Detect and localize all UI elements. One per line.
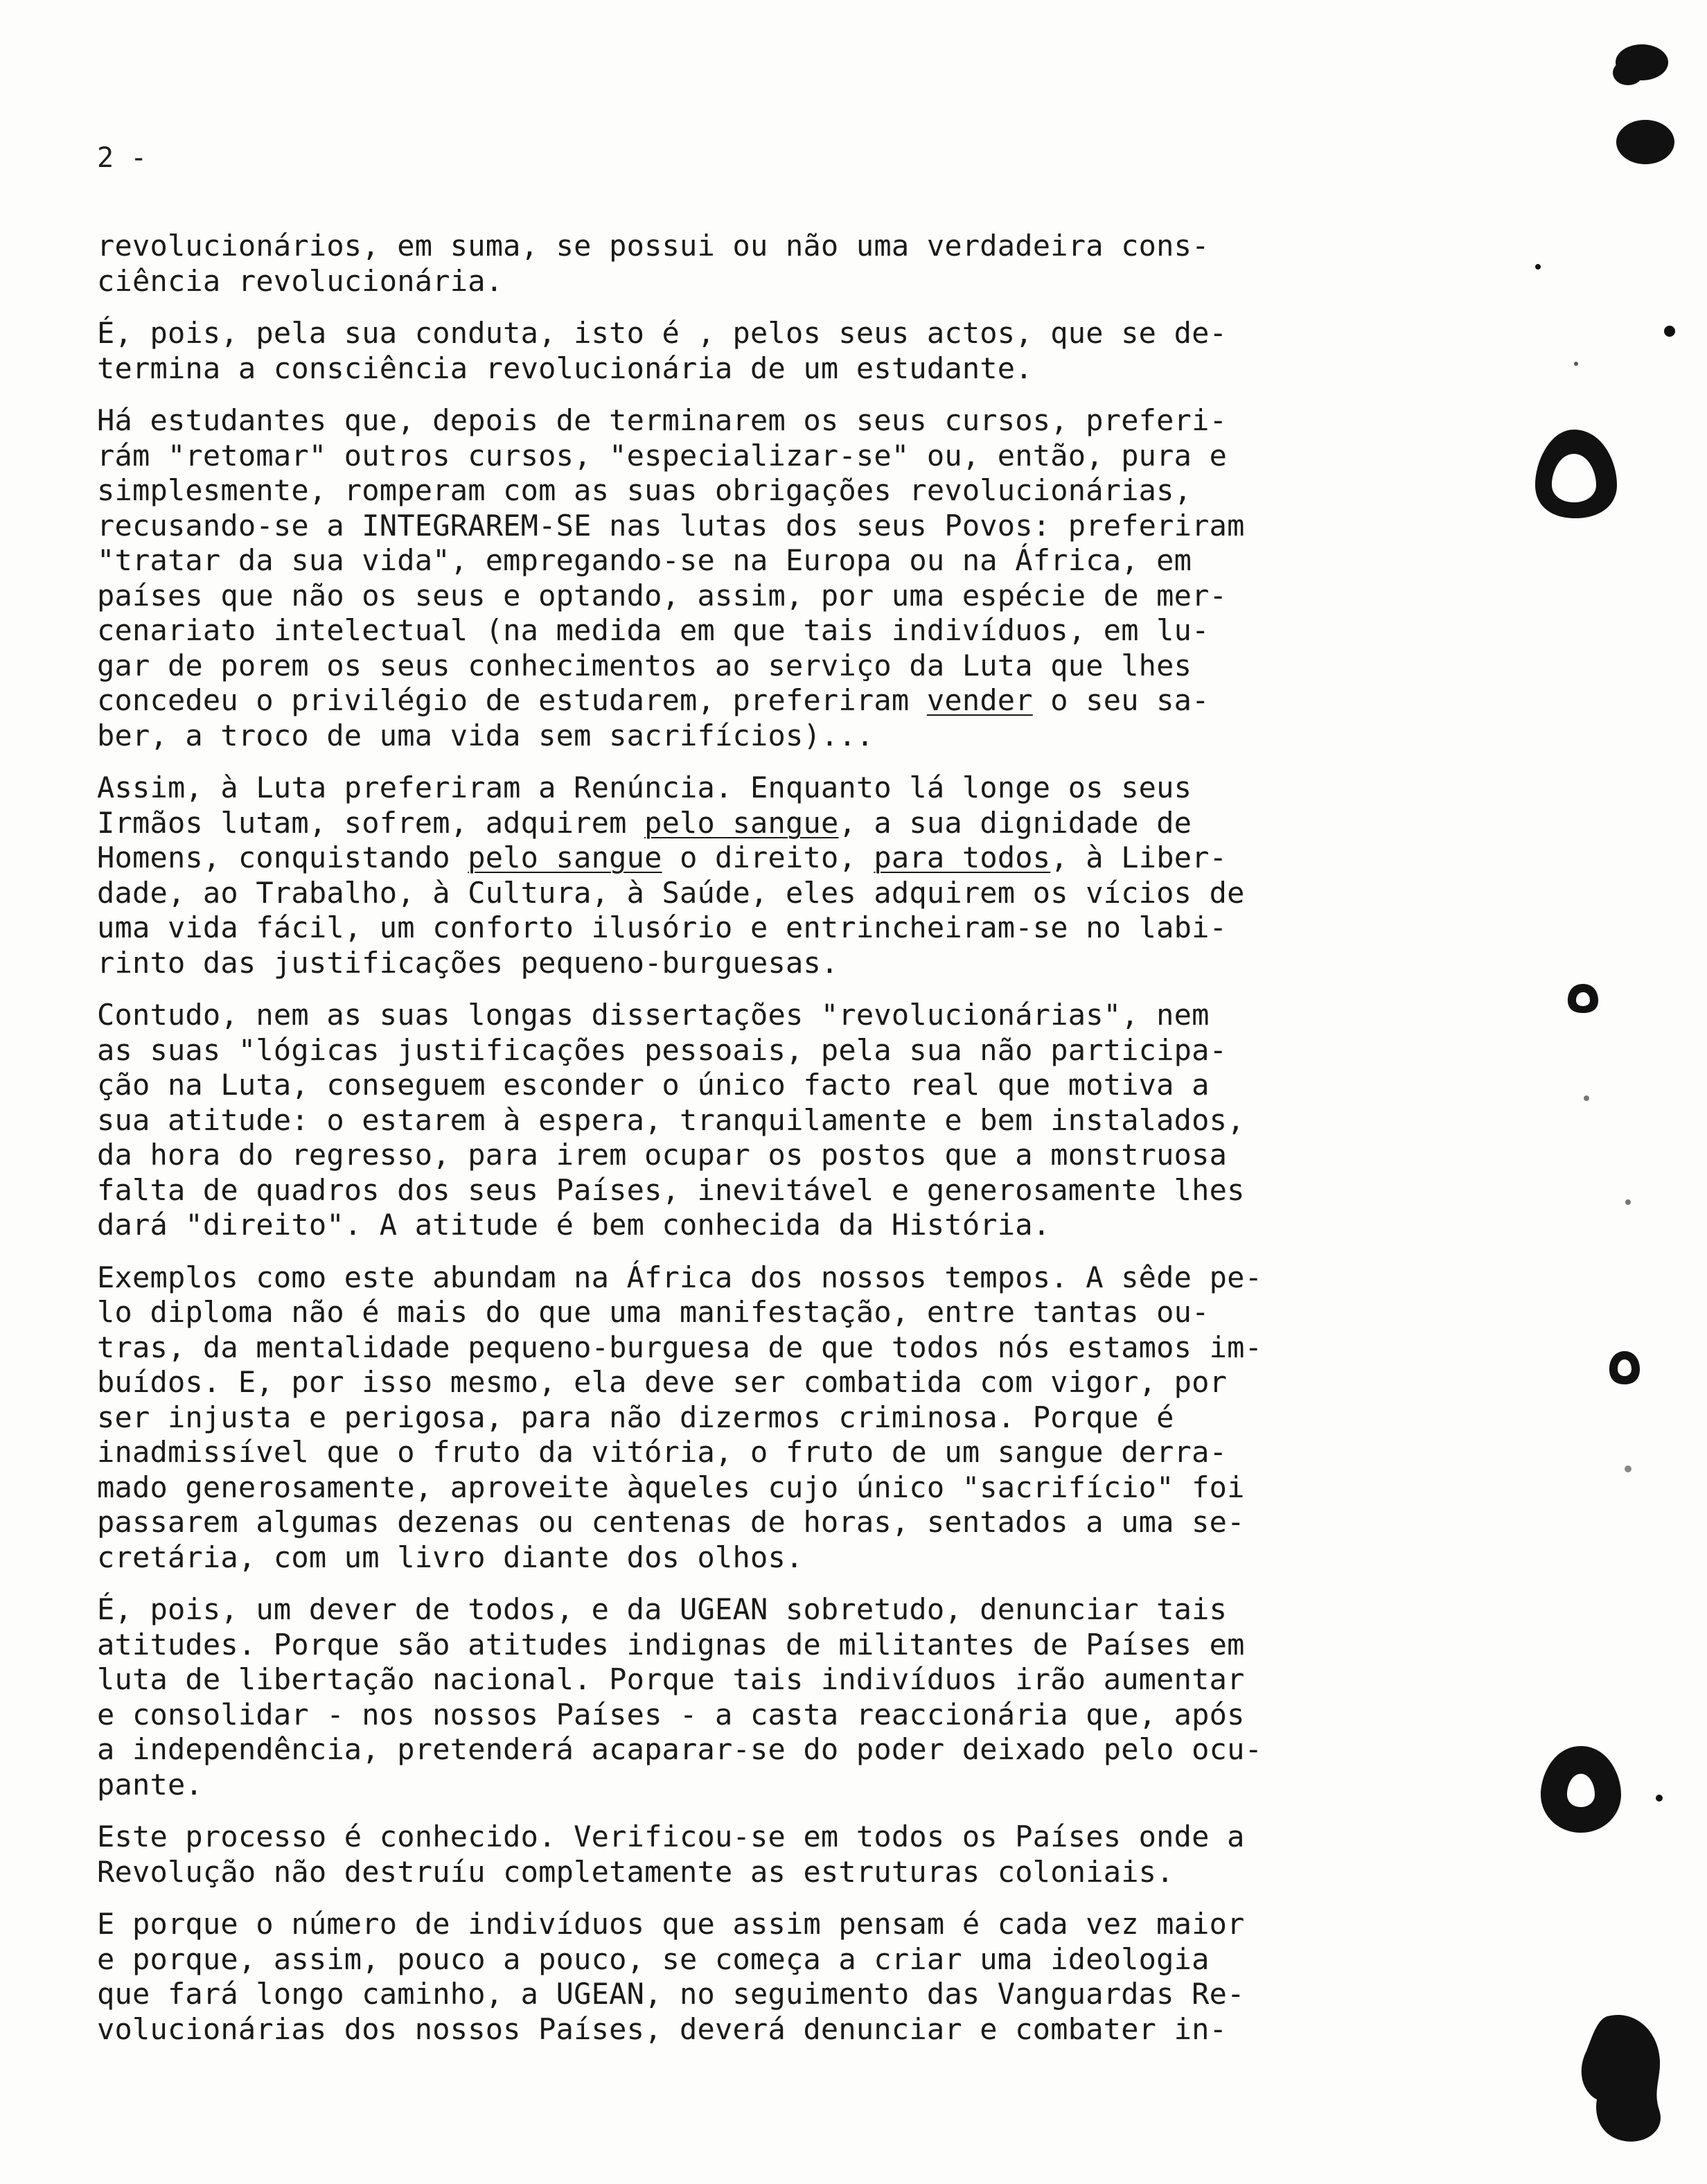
- text-line: [97, 1260, 1510, 1296]
- text-segment: Este processo é conhecido. Verificou-se em todos os Países onde a: [97, 1820, 1245, 1853]
- text-segment: passarem algumas dezenas ou centenas de horas, sentados a uma se-: [97, 1505, 1245, 1539]
- ink-dot-6: [1625, 1465, 1631, 1472]
- ink-dot-2: [1535, 264, 1541, 270]
- text-line: [97, 1977, 1510, 2012]
- text-segment: ção na Luta, conseguem esconder o único facto real que motiva a: [97, 1068, 1210, 1102]
- text-segment: termina a consciência revolucionária de um estudante.: [97, 351, 1033, 385]
- paragraph-4: [97, 770, 1510, 980]
- ink-blot-1b: [1613, 60, 1643, 85]
- text-line: [97, 1400, 1510, 1436]
- paragraph-1: [97, 229, 1510, 299]
- text-line: [97, 1628, 1510, 1663]
- underlined-text: vender: [926, 683, 1033, 717]
- underlined-text: pelo sangue: [644, 805, 839, 840]
- text-segment: cretária, com um livro diante dos olhos.: [97, 1540, 804, 1574]
- text-line: [97, 1820, 1510, 1855]
- text-line: [97, 1103, 1510, 1138]
- text-segment: as suas "lógicas justificações pessoais, pela sua não participa-: [97, 1032, 1228, 1067]
- text-line: [97, 840, 1510, 876]
- text-segment: que fará longo caminho, a UGEAN, no seguimento das Vanguardas Re-: [97, 1977, 1245, 2011]
- text-segment: recusando-se a INTEGRAREM-SE nas lutas dos seus Povos: preferiram: [97, 508, 1245, 543]
- text-line: [97, 1505, 1510, 1540]
- text-line: [97, 806, 1510, 841]
- text-segment: gar de porem os seus conhecimentos ao serviço da Luta que lhes: [97, 648, 1192, 682]
- paragraph-6: [97, 1260, 1510, 1576]
- text-segment: países que não os seus e optando, assim, por uma espécie de mer-: [97, 578, 1228, 613]
- ink-dot-7: [1574, 362, 1578, 366]
- text-segment: e porque, assim, pouco a pouco, se começa a criar uma ideologia: [97, 1941, 1210, 1976]
- text-segment: , à Liber-: [1050, 840, 1228, 874]
- ink-dot-4: [1584, 1095, 1589, 1101]
- paragraph-3: [97, 403, 1510, 753]
- body-text: [97, 229, 1510, 2064]
- text-line: [97, 316, 1510, 351]
- ink-blot-2: [1616, 120, 1674, 164]
- text-line: [97, 910, 1510, 946]
- text-line: [97, 719, 1510, 754]
- text-segment: ciência revolucionária.: [97, 263, 504, 298]
- text-line: [97, 613, 1510, 649]
- text-segment: dará "direito". A atitude é bem conhecida da História.: [97, 1208, 1051, 1242]
- text-segment: volucionárias dos nossos Países, deverá denunciar e combater in-: [97, 2011, 1228, 2046]
- text-segment: tras, da mentalidade pequeno-burguesa de que todos nós estamos im-: [97, 1330, 1263, 1364]
- text-line: [97, 1330, 1510, 1366]
- text-line: [97, 1208, 1510, 1243]
- text-line: [97, 683, 1510, 719]
- text-line: [97, 579, 1510, 614]
- ink-dot-3: [1656, 1795, 1663, 1802]
- text-line: [97, 1768, 1510, 1803]
- text-line: [97, 403, 1510, 439]
- text-segment: dade, ao Trabalho, à Cultura, à Saúde, eles adquirem os vícios de: [97, 875, 1245, 910]
- text-segment: Há estudantes que, depois de terminarem os seus cursos, preferi-: [97, 403, 1228, 437]
- text-line: [97, 1698, 1510, 1733]
- text-line: [97, 649, 1510, 684]
- text-line: [97, 1435, 1510, 1470]
- hole-ring-1: [1535, 430, 1617, 518]
- text-line: [97, 1138, 1510, 1173]
- text-line: [97, 229, 1510, 264]
- text-segment: ser injusta e perigosa, para não dizermos criminosa. Porque é: [97, 1400, 1174, 1434]
- text-line: [97, 509, 1510, 544]
- text-segment: uma vida fácil, um conforto ilusório e entrincheiram-se no labi-: [97, 910, 1228, 944]
- text-line: [97, 1592, 1510, 1628]
- text-segment: falta de quadros dos seus Países, inevitável e generosamente lhes: [97, 1172, 1245, 1207]
- paragraph-2: [97, 316, 1510, 386]
- text-line: [97, 439, 1510, 474]
- text-line: [97, 998, 1510, 1033]
- text-segment: e consolidar - nos nossos Países - a casta reaccionária que, após: [97, 1697, 1245, 1732]
- text-line: [97, 1855, 1510, 1890]
- hole-ring-2: [1568, 984, 1598, 1013]
- text-segment: revolucionários, em suma, se possui ou não uma verdadeira cons-: [97, 229, 1210, 263]
- ink-dot-1: [1664, 326, 1675, 337]
- paragraph-9: [97, 1907, 1510, 2047]
- text-segment: inadmissível que o fruto da vitória, o fruto de um sangue derra-: [97, 1435, 1228, 1469]
- text-segment: Contudo, nem as suas longas dissertações "revolucionárias", nem: [97, 998, 1210, 1032]
- text-segment: , a sua dignidade de: [838, 805, 1192, 840]
- text-segment: rinto das justificações pequeno-burguesas.: [97, 945, 839, 980]
- text-line: [97, 1173, 1510, 1208]
- text-line: [97, 770, 1510, 806]
- text-segment: É, pois, pela sua conduta, isto é , pelos seus actos, que se de-: [97, 316, 1228, 350]
- text-segment: luta de libertação nacional. Porque tais indivíduos irão aumentar: [97, 1662, 1245, 1696]
- text-line: [97, 351, 1510, 387]
- text-segment: Assim, à Luta preferiram a Renúncia. Enquanto lá longe os seus: [97, 770, 1192, 804]
- text-segment: cenariato intelectual (na medida em que tais indivíduos, em lu-: [97, 613, 1210, 647]
- hole-ring-3: [1609, 1351, 1640, 1384]
- text-segment: pante.: [97, 1767, 203, 1802]
- text-segment: Revolução não destruíu completamente as estruturas coloniais.: [97, 1854, 1174, 1889]
- ink-dot-5: [1625, 1199, 1631, 1205]
- text-line: [97, 946, 1510, 981]
- text-line: [97, 876, 1510, 911]
- text-segment: mado generosamente, aproveite àqueles cujo único "sacrifício" foi: [97, 1470, 1245, 1504]
- text-segment: Exemplos como este abundam na África dos nossos tempos. A sêde pe-: [97, 1260, 1263, 1294]
- text-segment: concedeu o privilégio de estudarem, preferiram: [97, 683, 927, 717]
- ink-smudge-bottom: [1582, 2015, 1661, 2142]
- text-line: [97, 1365, 1510, 1400]
- text-line: [97, 2012, 1510, 2048]
- hole-ring-4: [1541, 1746, 1621, 1833]
- text-segment: "tratar da sua vida", empregando-se na Europa ou na África, em: [97, 543, 1192, 577]
- text-segment: simplesmente, romperam com as suas obrigações revolucionárias,: [97, 473, 1192, 507]
- underlined-text: para todos: [874, 840, 1051, 874]
- text-segment: rám "retomar" outros cursos, "especializar-se" ou, então, pura e: [97, 438, 1228, 473]
- text-segment: sua atitude: o estarem à espera, tranquilamente e bem instalados,: [97, 1102, 1245, 1137]
- text-segment: ber, a troco de uma vida sem sacrifícios)...: [97, 718, 874, 752]
- text-line: [97, 1942, 1510, 1978]
- text-segment: É, pois, um dever de todos, e da UGEAN sobretudo, denunciar tais: [97, 1592, 1228, 1626]
- page-number: 2 -: [97, 142, 148, 174]
- text-line: [97, 473, 1510, 509]
- text-line: [97, 1907, 1510, 1942]
- text-line: [97, 1470, 1510, 1506]
- underlined-text: pelo sangue: [468, 840, 662, 874]
- paragraph-5: [97, 998, 1510, 1243]
- paragraph-7: [97, 1592, 1510, 1802]
- text-segment: buídos. E, por isso mesmo, ela deve ser combatida com vigor, por: [97, 1365, 1228, 1399]
- text-segment: da hora do regresso, para irem ocupar os postos que a monstruosa: [97, 1138, 1228, 1172]
- text-line: [97, 264, 1510, 299]
- text-line: [97, 1732, 1510, 1768]
- text-segment: o seu sa-: [1032, 683, 1210, 717]
- text-line: [97, 1068, 1510, 1103]
- text-segment: lo diploma não é mais do que uma manifestação, entre tantas ou-: [97, 1295, 1210, 1329]
- text-line: [97, 1033, 1510, 1068]
- text-segment: o direito,: [662, 840, 874, 874]
- text-line: [97, 1295, 1510, 1330]
- text-line: [97, 1540, 1510, 1576]
- text-segment: a independência, pretenderá acaparar-se do poder deixado pelo ocu-: [97, 1732, 1263, 1766]
- ink-blot-1: [1616, 44, 1668, 80]
- text-segment: Homens, conquistando: [97, 840, 468, 874]
- text-line: [97, 543, 1510, 579]
- text-segment: E porque o número de indivíduos que assim pensam é cada vez maior: [97, 1907, 1245, 1941]
- paragraph-8: [97, 1820, 1510, 1890]
- text-segment: Irmãos lutam, sofrem, adquirem: [97, 805, 645, 840]
- text-segment: atitudes. Porque são atitudes indignas de militantes de Países em: [97, 1627, 1245, 1662]
- text-line: [97, 1662, 1510, 1698]
